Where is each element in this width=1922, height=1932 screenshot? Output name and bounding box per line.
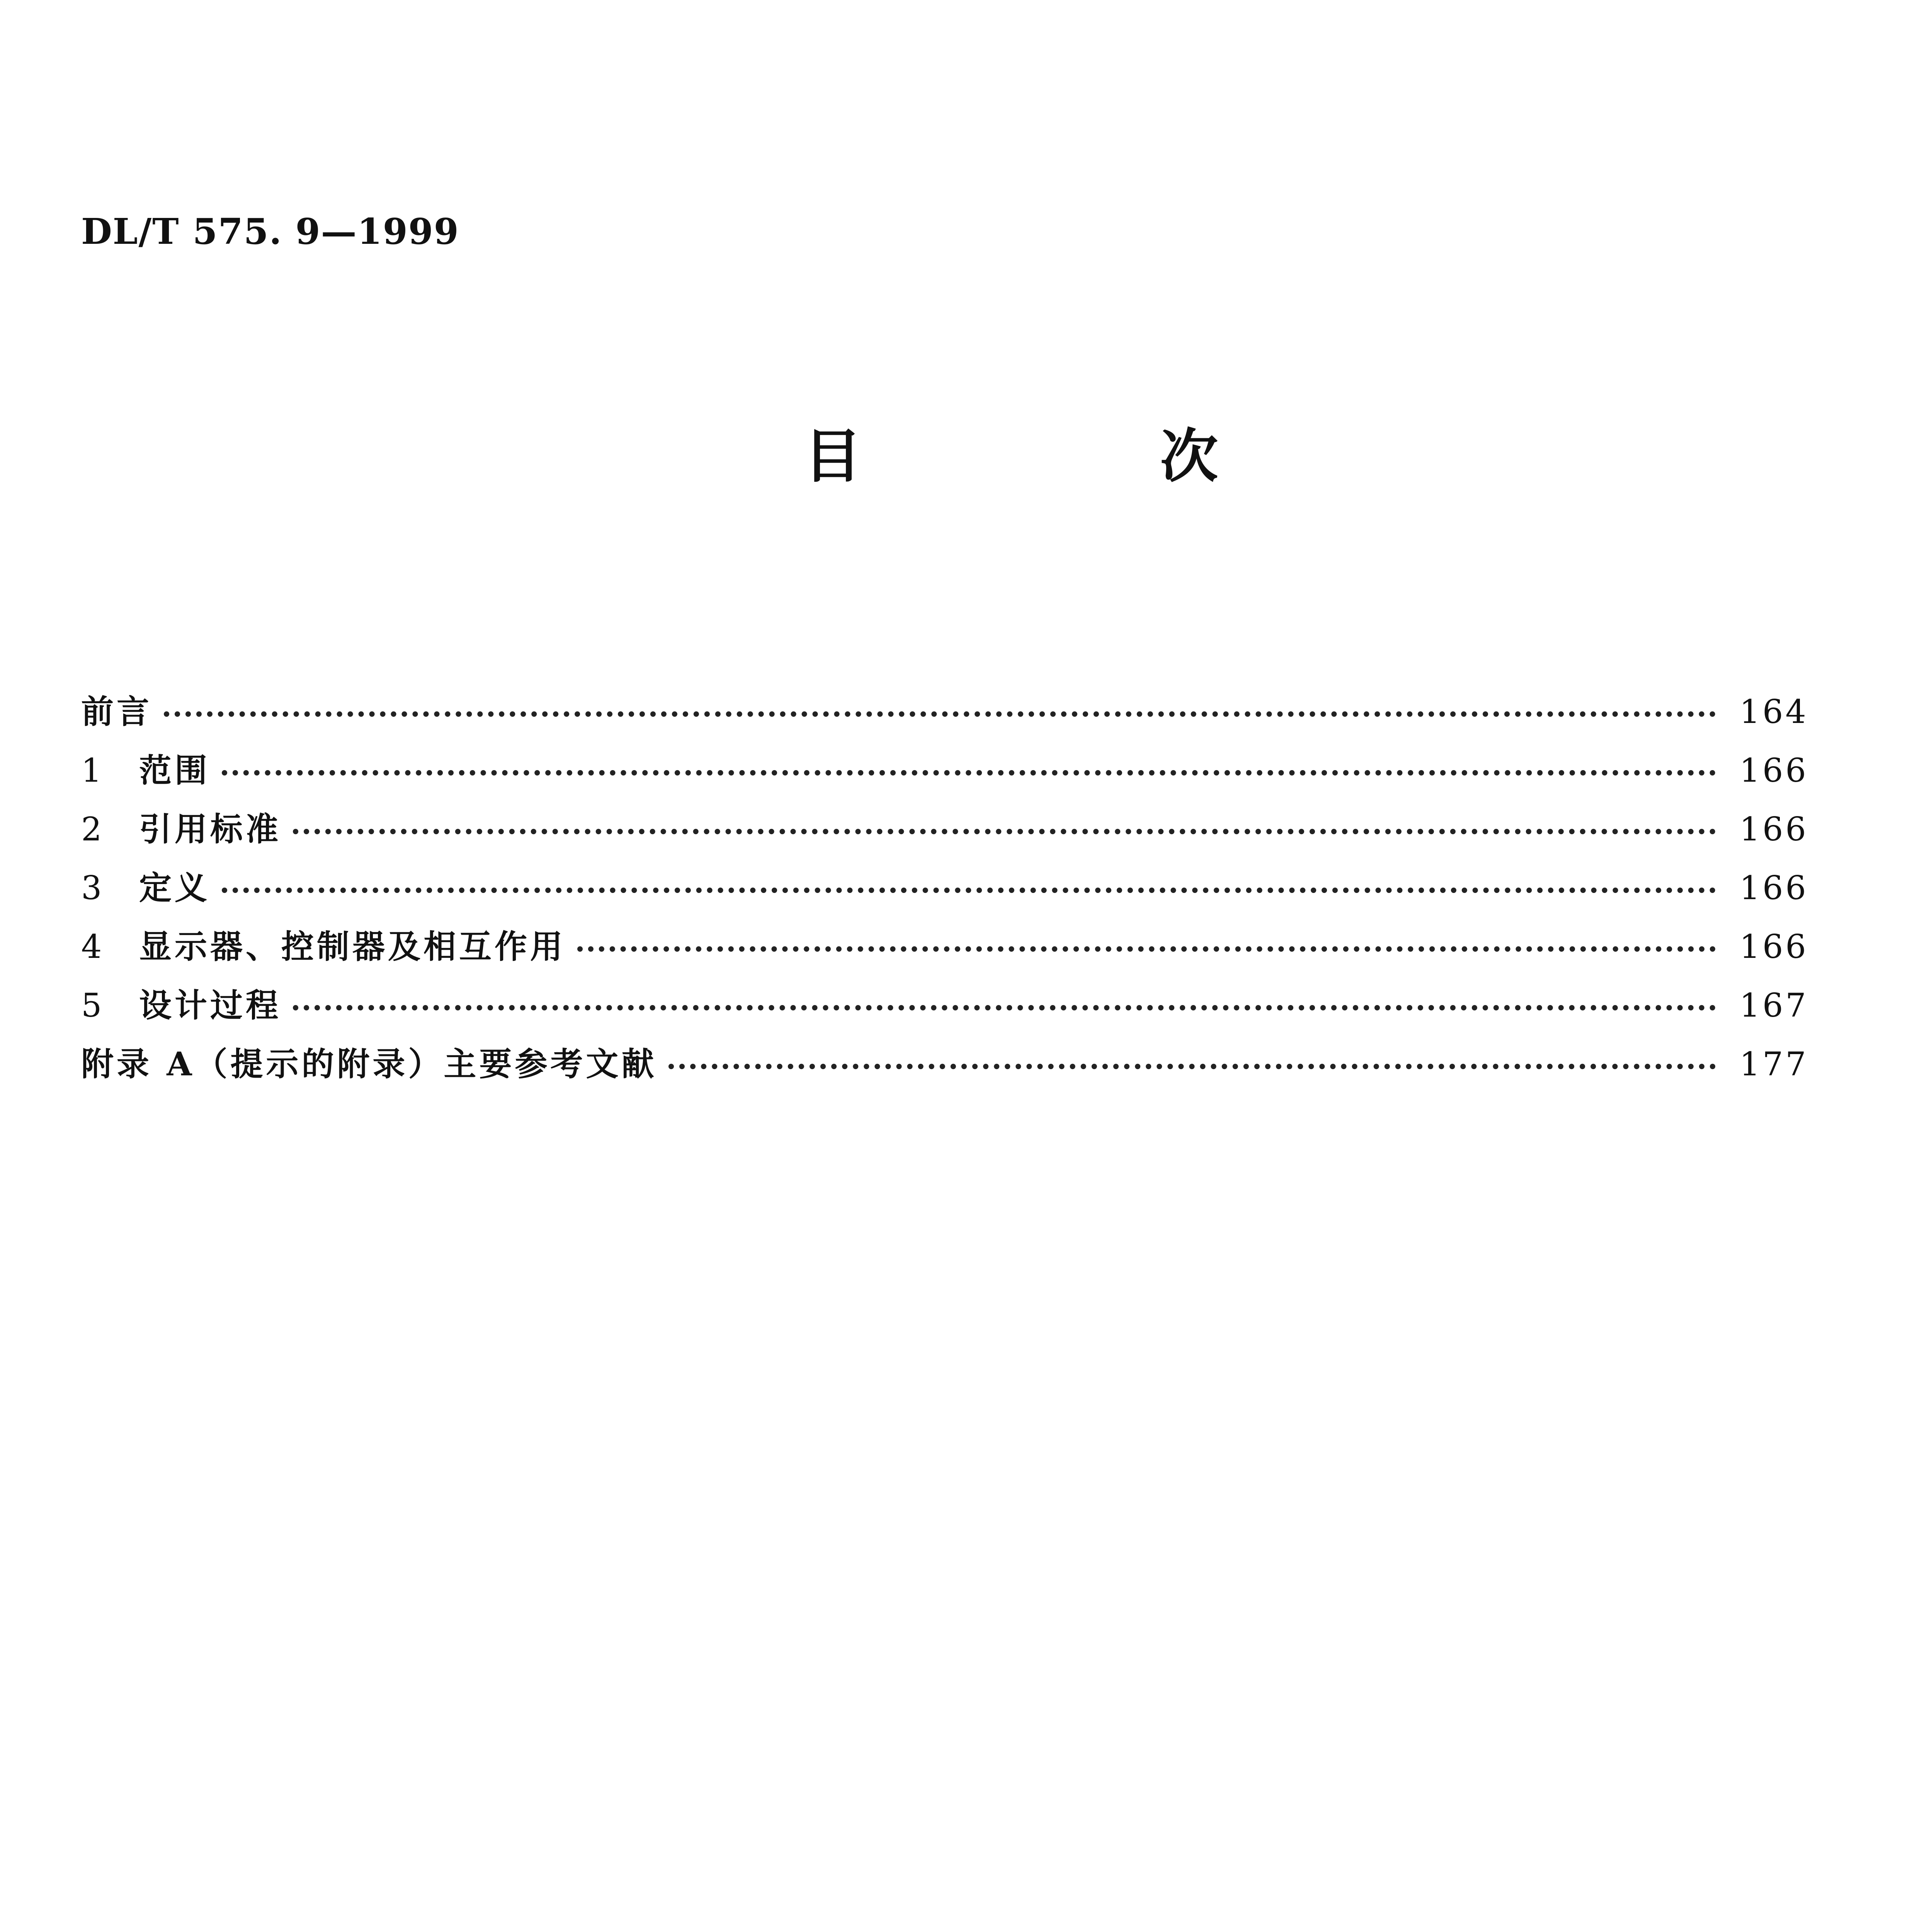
toc-entry-scope[interactable] — [81, 745, 1808, 803]
toc-entry-design-process[interactable] — [81, 980, 1808, 1038]
toc-entry-label: 设计过程 — [139, 986, 282, 1024]
toc-title: 目 次 — [804, 423, 1357, 490]
document-code: DL/T 575. 9—1999 — [81, 211, 459, 252]
toc-entry-number: 1 — [81, 752, 102, 789]
toc-leader-dots — [668, 1064, 1716, 1069]
toc-leader-dots — [222, 888, 1716, 893]
toc-leader-dots — [164, 711, 1716, 717]
toc-entry-number: 3 — [81, 869, 102, 907]
toc-entry-number: 5 — [81, 986, 102, 1024]
toc-leader-dots — [577, 946, 1716, 952]
toc-entry-page: 166 — [1739, 810, 1808, 848]
toc-entry-page: 166 — [1739, 928, 1808, 966]
toc-entry-label: 范围 — [139, 751, 211, 789]
toc-entry-label: 显示器、控制器及相互作用 — [139, 927, 566, 966]
toc-entry-page: 166 — [1739, 869, 1808, 907]
toc-entry-page: 166 — [1739, 752, 1808, 789]
toc-entry-normative-references[interactable] — [81, 803, 1808, 862]
toc-leader-dots — [293, 1005, 1716, 1010]
toc-leader-dots — [222, 770, 1716, 776]
toc-entry-appendix-a[interactable] — [81, 1038, 1808, 1097]
toc-entry-label: 引用标准 — [139, 810, 282, 848]
toc-entry-number: 2 — [81, 810, 102, 848]
toc-entry-page: 177 — [1739, 1045, 1808, 1083]
table-of-contents — [81, 686, 1808, 1097]
toc-entry-page: 167 — [1739, 986, 1808, 1024]
toc-entry-displays-controls[interactable] — [81, 921, 1808, 980]
toc-entry-label: 附录 A（提示的附录）主要参考文献 — [81, 1045, 657, 1083]
toc-entry-number: 4 — [81, 928, 102, 966]
toc-leader-dots — [293, 829, 1716, 834]
toc-entry-preface[interactable] — [81, 686, 1808, 745]
toc-entry-label: 前言 — [81, 692, 153, 731]
toc-entry-page: 164 — [1739, 693, 1808, 731]
toc-entry-definitions[interactable] — [81, 862, 1808, 921]
toc-entry-label: 定义 — [139, 869, 211, 907]
